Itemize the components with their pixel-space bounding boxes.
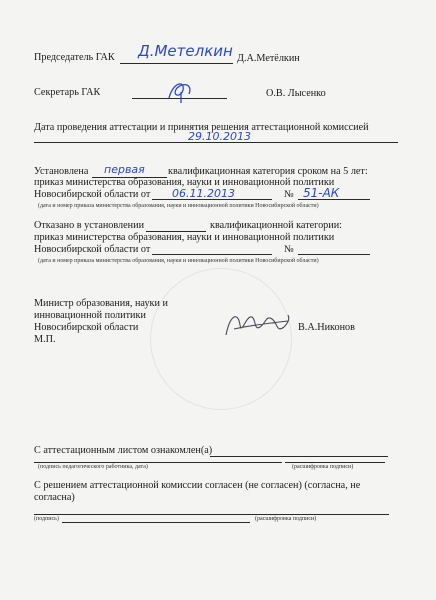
refused-order-line1: приказ министерства образования, науки и инновационной политики: [34, 232, 335, 243]
refused-hint: (дата и номер приказа министерства образования, науки и инновационной политики Новосибирской области): [38, 258, 319, 264]
established-order-line2: Новосибирской области от: [34, 189, 151, 200]
acquaint-signature-line: [210, 456, 388, 457]
agree-line1: С решением аттестационной комиссии согласен (не согласен) (согласна, не: [34, 480, 361, 491]
decision-date-label: Дата проведения аттестации и принятия решения аттестационной комиссией: [34, 122, 369, 133]
established-category-value: первая: [104, 163, 145, 176]
chair-name: Д.А.Метёлкин: [237, 53, 300, 64]
acquaint-hint-right: (расшифровка подписи): [292, 464, 354, 470]
minister-mp: М.П.: [34, 334, 56, 345]
refused-suffix: квалификационной категории:: [210, 220, 343, 231]
agree-line2: согласна): [34, 492, 75, 503]
secretary-label: Секретарь ГАК: [34, 87, 101, 98]
chair-handwritten-signature: Д.Метелкин: [138, 42, 233, 60]
acquaint-name-line: [34, 462, 282, 463]
established-order-number: 51-АК: [303, 186, 340, 200]
refused-order-line2: Новосибирской области от: [34, 244, 151, 255]
refused-number-sign: №: [284, 244, 294, 255]
agree-signature-line: [34, 514, 389, 515]
acquaint-hint-left: (подпись педагогического работника, дата): [38, 464, 148, 470]
established-suffix: квалификационная категория сроком на 5 лет:: [168, 166, 368, 177]
acquaint-decoding-line: [285, 462, 385, 463]
chair-label: Председатель ГАК: [34, 52, 115, 63]
minister-line1: Министр образования, науки и: [34, 298, 168, 309]
agree-hint-left: (подпись): [34, 516, 59, 522]
minister-signature: [222, 305, 292, 343]
agree-hint-right: (расшифровка подписи): [255, 516, 317, 522]
refused-prefix: Отказано в установлении: [34, 220, 145, 231]
established-order-date: 06.11.2013: [172, 187, 235, 200]
decision-date-value: 29.10.2013: [188, 130, 251, 143]
established-prefix: Установлена: [34, 166, 89, 177]
agree-name-line: [62, 522, 250, 523]
established-number-sign: №: [284, 189, 294, 200]
refused-order-number-line: [298, 254, 370, 255]
acquaint-label: С аттестационным листом ознакомлен(а): [34, 445, 213, 456]
secretary-signature: [163, 78, 203, 104]
established-hint: (дата и номер приказа министерства образования, науки и инновационной политики Новосибирской области): [38, 203, 319, 209]
established-order-line1: приказ министерства образования, науки и инновационной политики: [34, 177, 335, 188]
minister-line3: Новосибирской области: [34, 322, 139, 333]
secretary-name: О.В. Лысенко: [266, 88, 326, 99]
chair-signature-line: [120, 63, 233, 64]
minister-line2: инновационной политики: [34, 310, 146, 321]
minister-name: В.А.Никонов: [298, 322, 355, 333]
refused-order-date-line: [152, 254, 272, 255]
